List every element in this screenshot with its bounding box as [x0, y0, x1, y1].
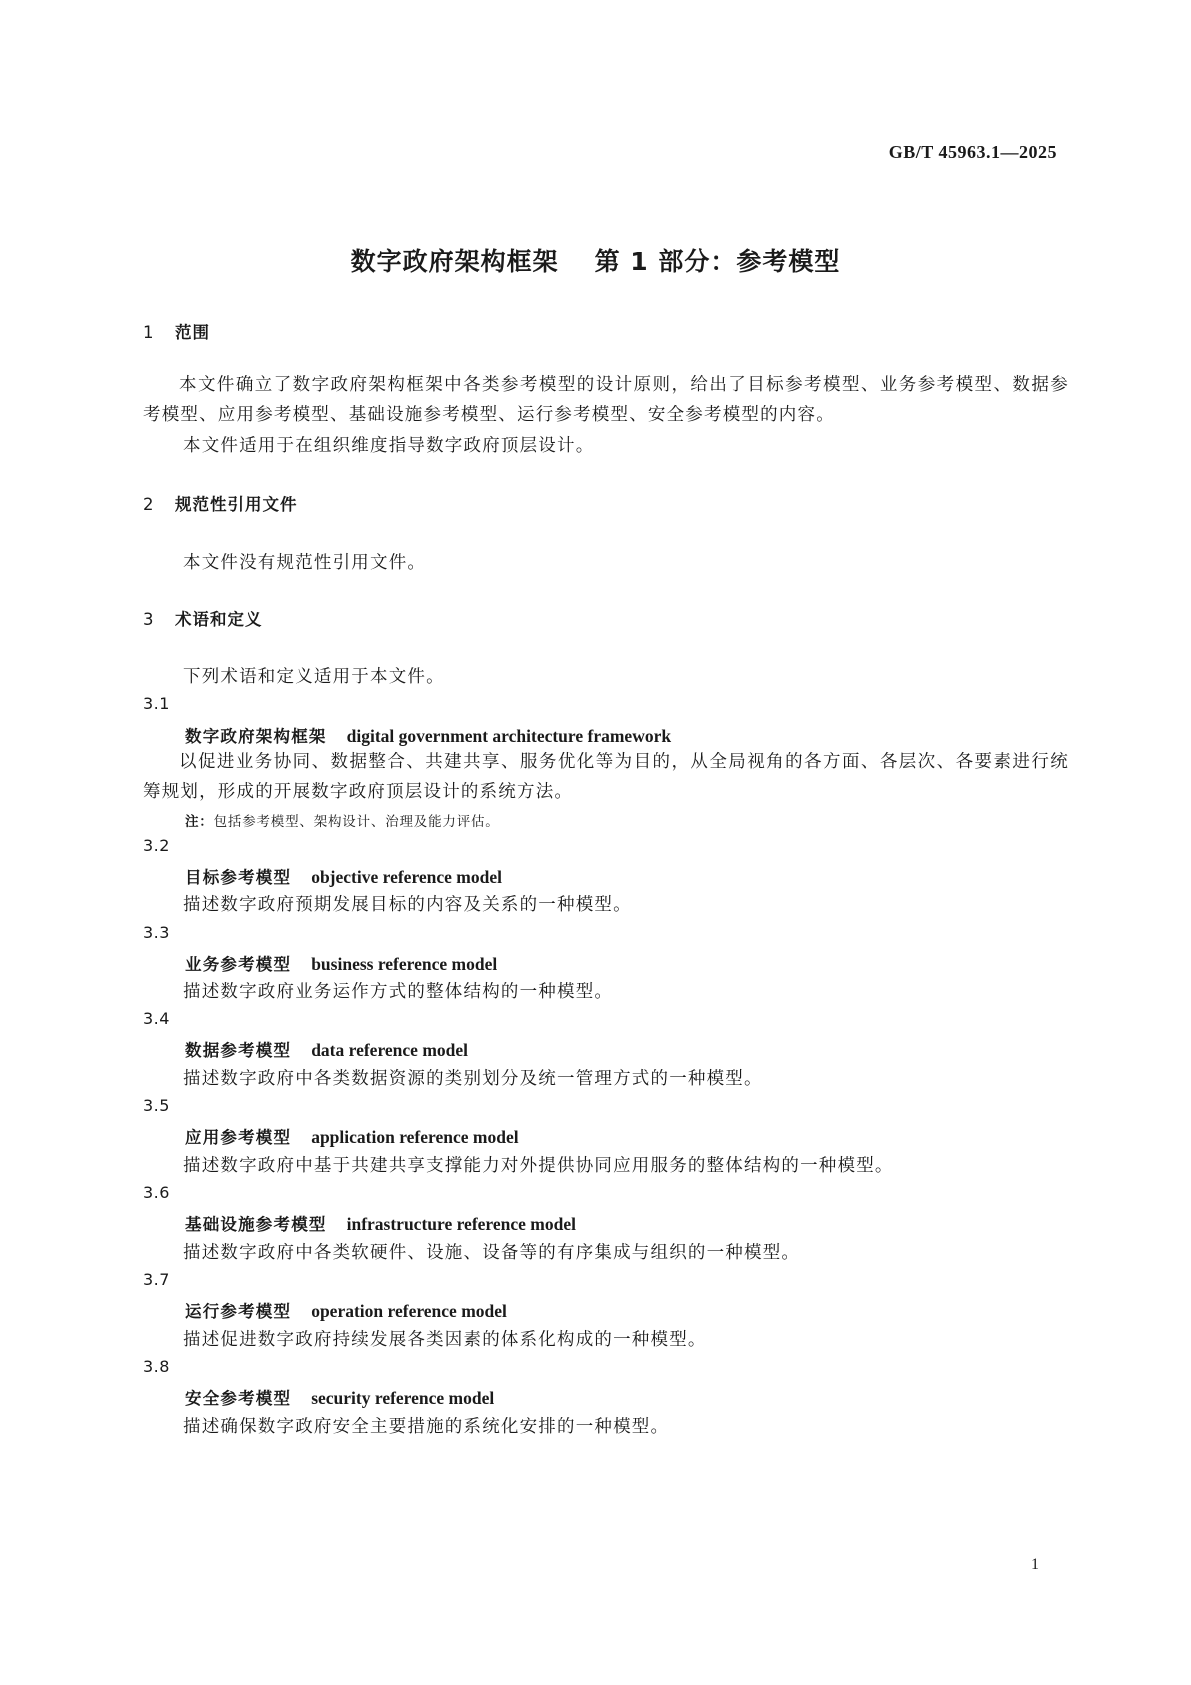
- section-number: 3: [143, 610, 155, 629]
- document-title: [0, 242, 1191, 278]
- section-number: 2: [143, 495, 155, 514]
- term-definition: 描述数字政府中基于共建共享支撑能力对外提供协同应用服务的整体结构的一种模型。: [183, 1156, 894, 1176]
- term-number: 3.7: [143, 1270, 170, 1289]
- term-number: 3.8: [143, 1357, 170, 1376]
- section-title: 范围: [175, 323, 210, 342]
- term-en: operation reference model: [311, 1301, 507, 1321]
- term-title: [185, 1385, 494, 1409]
- term-zh: 数据参考模型: [185, 1041, 292, 1060]
- term-title: [185, 864, 502, 888]
- term-zh: 应用参考模型: [185, 1128, 292, 1147]
- term-title: [185, 1037, 468, 1061]
- term-en: security reference model: [311, 1388, 495, 1408]
- section-number: 1: [143, 323, 155, 342]
- terms-intro-paragraph: 下列术语和定义适用于本文件。: [183, 667, 445, 687]
- section-heading-normative-references: [143, 491, 298, 515]
- term-en: business reference model: [311, 954, 498, 974]
- term-number: 3.3: [143, 923, 170, 942]
- term-title: [185, 1298, 507, 1322]
- section-heading-scope: [143, 319, 210, 343]
- term-definition: 以促进业务协同、数据整合、共建共享、服务优化等为目的，从全局视角的各方面、各层次、各要素进行统筹规划，形成的开展数字政府顶层设计的系统方法。: [143, 752, 1069, 802]
- term-definition: 描述促进数字政府持续发展各类因素的体系化构成的一种模型。: [183, 1330, 707, 1350]
- term-title: [185, 1211, 576, 1235]
- term-number: 3.2: [143, 836, 170, 855]
- term-number: 3.1: [143, 694, 170, 713]
- term-title: [185, 1124, 519, 1148]
- term-zh: 基础设施参考模型: [185, 1215, 327, 1234]
- scope-paragraph-1: 本文件确立了数字政府架构框架中各类参考模型的设计原则，给出了目标参考模型、业务参考模型、数据参考模型、应用参考模型、基础设施参考模型、运行参考模型、安全参考模型的内容。: [143, 375, 1069, 425]
- section-title: 术语和定义: [175, 610, 263, 629]
- term-definition: 描述数字政府业务运作方式的整体结构的一种模型。: [183, 982, 614, 1002]
- term-en: objective reference model: [311, 867, 502, 887]
- term-zh: 业务参考模型: [185, 955, 292, 974]
- term-definition: 描述数字政府预期发展目标的内容及关系的一种模型。: [183, 895, 632, 915]
- section-heading-terms: [143, 606, 263, 630]
- standard-number: GB/T 45963.1—2025: [888, 142, 1057, 162]
- term-zh: 数字政府架构框架: [185, 727, 327, 746]
- term-definition: 描述确保数字政府安全主要措施的系统化安排的一种模型。: [183, 1417, 670, 1437]
- term-definition: 描述数字政府中各类数据资源的类别划分及统一管理方式的一种模型。: [183, 1069, 763, 1089]
- term-zh: 目标参考模型: [185, 868, 292, 887]
- term-number: 3.6: [143, 1183, 170, 1202]
- section-title: 规范性引用文件: [175, 495, 298, 514]
- term-zh: 运行参考模型: [185, 1302, 292, 1321]
- term-note: [185, 810, 500, 830]
- term-en: application reference model: [311, 1127, 519, 1147]
- term-number: 3.5: [143, 1096, 170, 1115]
- scope-paragraph-2: 本文件适用于在组织维度指导数字政府顶层设计。: [183, 436, 595, 456]
- title-sub: 第 1 部分：参考模型: [594, 247, 841, 276]
- term-en: digital government architecture framework: [346, 726, 672, 746]
- title-main: 数字政府架构框架: [350, 247, 559, 276]
- term-en: infrastructure reference model: [346, 1214, 576, 1234]
- normative-references-paragraph: 本文件没有规范性引用文件。: [183, 553, 427, 573]
- note-text: 包括参考模型、架构设计、治理及能力评估。: [213, 814, 500, 830]
- term-en: data reference model: [311, 1040, 469, 1060]
- term-number: 3.4: [143, 1009, 170, 1028]
- term-zh: 安全参考模型: [185, 1389, 292, 1408]
- term-definition: 描述数字政府中各类软硬件、设施、设备等的有序集成与组织的一种模型。: [183, 1243, 801, 1263]
- note-label: 注：: [185, 814, 214, 830]
- page-number: 1: [1031, 1556, 1039, 1573]
- term-title: [185, 951, 497, 975]
- term-title: [185, 723, 671, 747]
